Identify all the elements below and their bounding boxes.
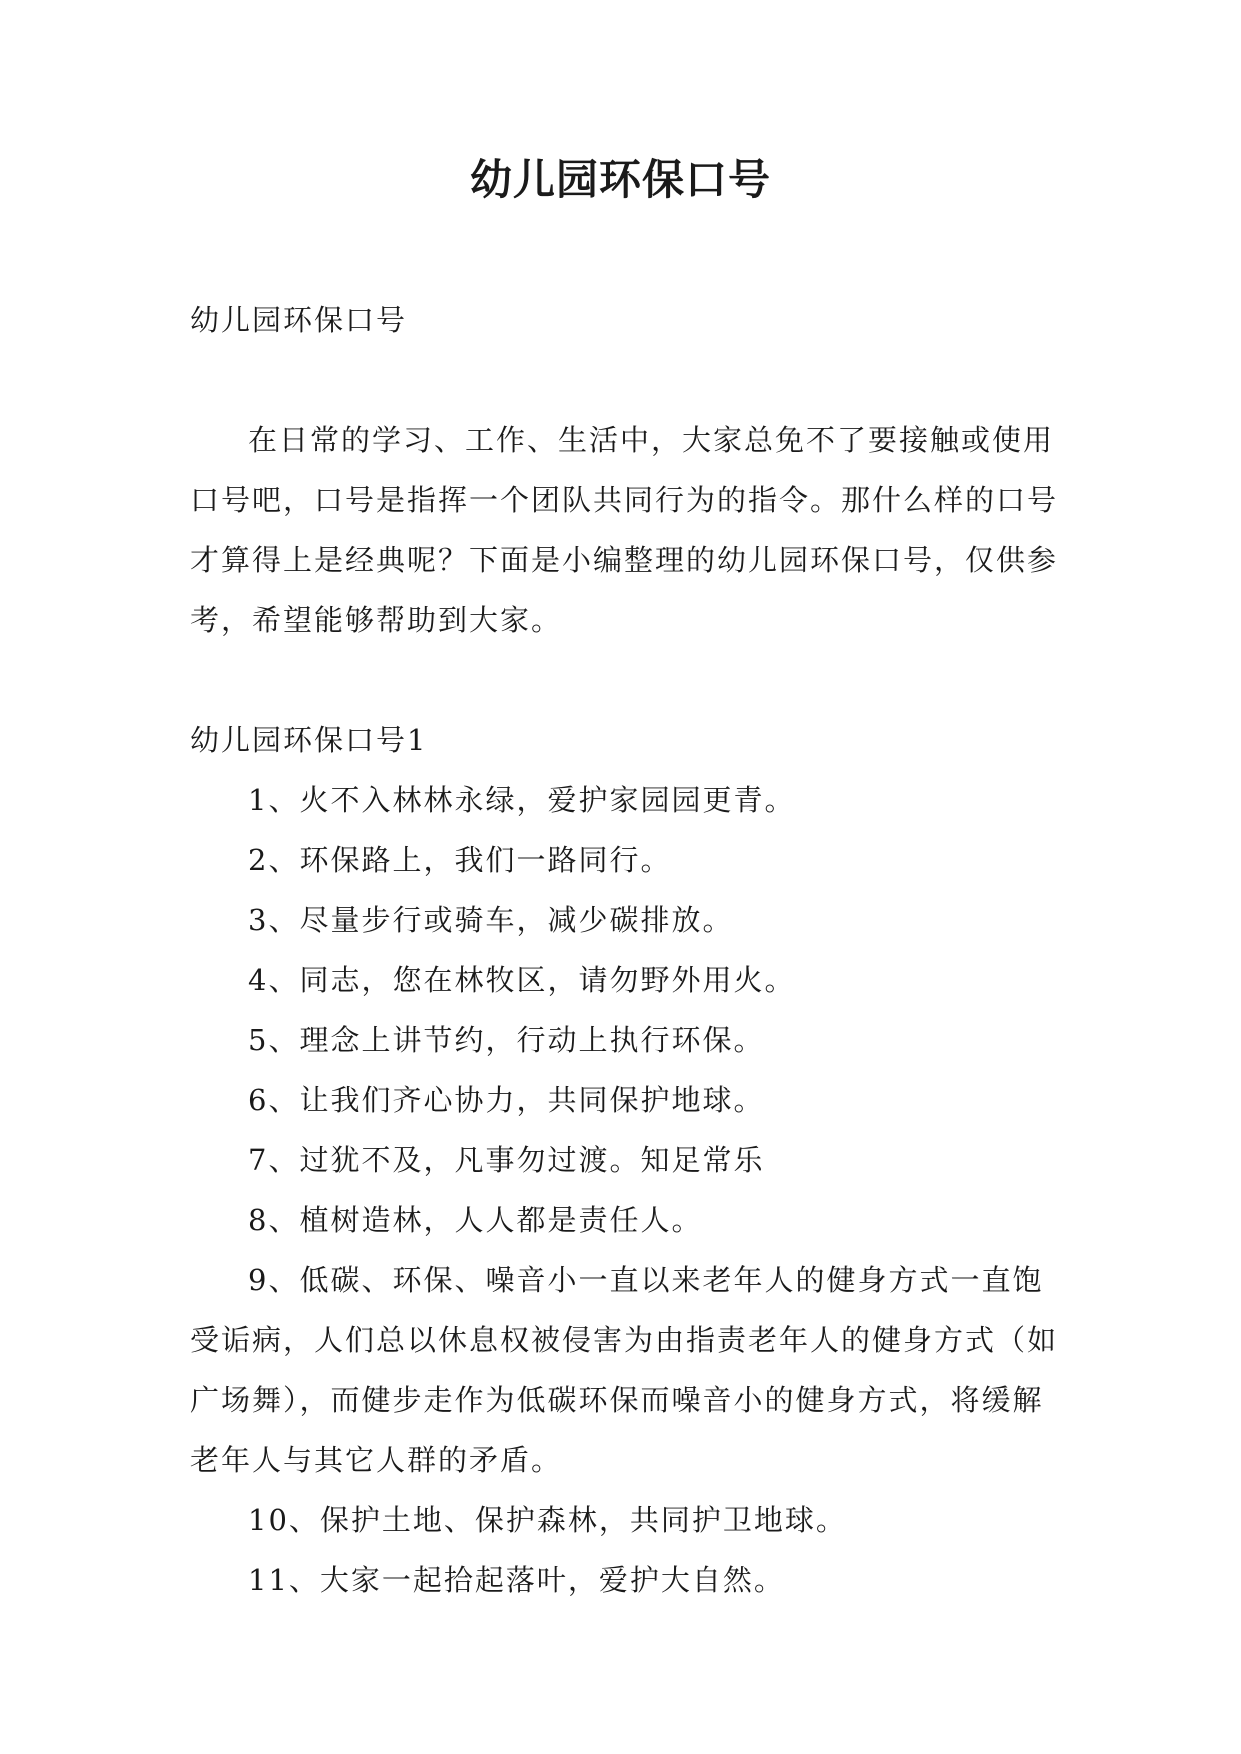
list-item: 8、植树造林，人人都是责任人。 — [248, 1203, 703, 1237]
list-item: 2、环保路上，我们一路同行。 — [248, 843, 672, 877]
document-title: 幼儿园环保口号 — [469, 155, 771, 204]
spacer — [190, 650, 1060, 710]
list-item: 4、同志，您在林牧区，请勿野外用火。 — [248, 963, 796, 997]
section-heading: 幼儿园环保口号1 — [190, 723, 428, 757]
list-item: 9、低碳、环保、噪音小一直以来老年人的健身方式一直饱受诟病，人们总以休息权被侵害为由指责老年人的健身方式（如广场舞），而健步走作为低碳环保而噪音小的健身方式，将缓解老年人与其它人群的矛盾。 — [190, 1263, 1059, 1477]
document-subtitle: 幼儿园环保口号 — [190, 303, 408, 337]
spacer — [190, 350, 1060, 410]
document-body — [190, 290, 1060, 1610]
list-item: 6、让我们齐心协力，共同保护地球。 — [248, 1083, 765, 1117]
intro-paragraph: 在日常的学习、工作、生活中，大家总免不了要接触或使用口号吧，口号是指挥一个团队共同行为的指令。那什么样的口号才算得上是经典呢？下面是小编整理的幼儿园环保口号，仅供参考，希望能够帮助到大家。 — [190, 423, 1059, 637]
slogan-list — [190, 770, 1060, 1610]
list-item: 7、过犹不及，凡事勿过渡。知足常乐 — [248, 1143, 765, 1177]
list-item: 1、火不入林林永绿，爱护家园园更青。 — [248, 783, 796, 817]
list-item: 11、大家一起拾起落叶，爱护大自然。 — [248, 1563, 785, 1597]
list-item: 10、保护土地、保护森林，共同护卫地球。 — [248, 1503, 847, 1537]
list-item: 3、尽量步行或骑车，减少碳排放。 — [248, 903, 734, 937]
list-item: 5、理念上讲节约，行动上执行环保。 — [248, 1023, 765, 1057]
